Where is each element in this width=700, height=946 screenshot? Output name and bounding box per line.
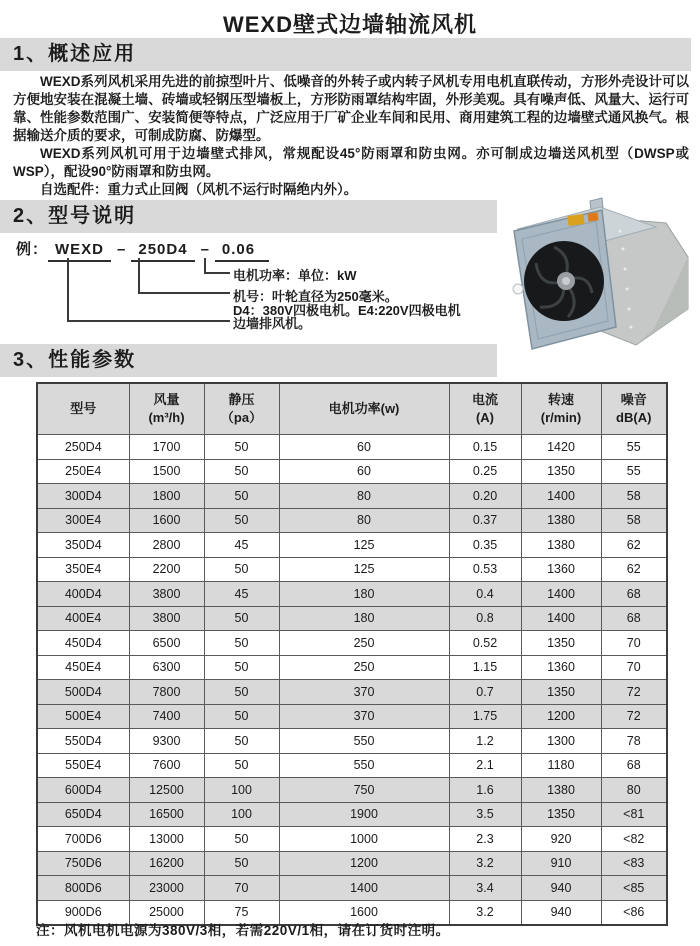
cell-model: 450E4 [37,655,129,680]
cell-airflow: 1700 [129,435,204,460]
table-header-cell: 风量 (m³/h) [129,383,204,435]
cell-pressure: 50 [204,606,279,631]
cell-current: 1.6 [449,778,521,803]
cell-model: 550E4 [37,753,129,778]
cell-airflow: 7800 [129,680,204,705]
cell-power: 125 [279,533,449,558]
cell-airflow: 3800 [129,606,204,631]
table-row [37,680,667,705]
model-example-prefix: 例： [16,241,49,258]
cell-model: 300E4 [37,508,129,533]
cell-current: 3.4 [449,876,521,901]
cell-airflow: 23000 [129,876,204,901]
table-row [37,459,667,484]
table-row [37,508,667,533]
table-row [37,606,667,631]
cell-pressure: 50 [204,851,279,876]
cell-noise: <83 [601,851,667,876]
cell-speed: 1380 [521,778,601,803]
cell-pressure: 70 [204,876,279,901]
cell-power: 1200 [279,851,449,876]
table-row [37,876,667,901]
cell-airflow: 9300 [129,729,204,754]
section-heading-overview [0,38,691,71]
cell-current: 2.1 [449,753,521,778]
cell-model: 250E4 [37,459,129,484]
cell-model: 600D4 [37,778,129,803]
cell-pressure: 50 [204,435,279,460]
cell-current: 1.75 [449,704,521,729]
cell-pressure: 50 [204,557,279,582]
model-label-size-line1: 机号：叶轮直径为250毫米。 [233,289,398,304]
cell-noise: 62 [601,557,667,582]
table-row [37,484,667,509]
cell-speed: 1400 [521,582,601,607]
section-heading-performance [0,344,497,377]
table-row [37,582,667,607]
cell-power: 250 [279,631,449,656]
table-row [37,435,667,460]
cell-current: 1.2 [449,729,521,754]
spec-table-head [37,383,667,435]
cell-pressure: 50 [204,508,279,533]
cell-speed: 1380 [521,533,601,558]
table-header-cell: 静压 （pa） [204,383,279,435]
cell-power: 80 [279,508,449,533]
cell-pressure: 50 [204,680,279,705]
cell-model: 400D4 [37,582,129,607]
cell-power: 80 [279,484,449,509]
cell-speed: 1400 [521,484,601,509]
cell-power: 125 [279,557,449,582]
cell-current: 0.37 [449,508,521,533]
cell-noise: <82 [601,827,667,852]
cell-pressure: 50 [204,753,279,778]
cell-speed: 1420 [521,435,601,460]
cell-current: 0.53 [449,557,521,582]
table-row [37,802,667,827]
cell-speed: 940 [521,876,601,901]
cell-model: 300D4 [37,484,129,509]
model-separator: – [200,241,209,258]
cell-airflow: 2200 [129,557,204,582]
page-title: WEXD壁式边墙轴流风机 [222,12,477,37]
cell-speed: 1350 [521,680,601,705]
spec-table [36,382,668,926]
cell-pressure: 50 [204,631,279,656]
cell-power: 60 [279,459,449,484]
cell-model: 900D6 [37,900,129,925]
cell-airflow: 6300 [129,655,204,680]
cell-noise: 55 [601,459,667,484]
cell-power: 370 [279,680,449,705]
cell-power: 750 [279,778,449,803]
cell-airflow: 1800 [129,484,204,509]
table-row [37,557,667,582]
cell-airflow: 7400 [129,704,204,729]
table-row [37,778,667,803]
cell-pressure: 50 [204,704,279,729]
cell-model: 500D4 [37,680,129,705]
cell-airflow: 2800 [129,533,204,558]
cell-noise: <85 [601,876,667,901]
fan-photo-illustration [504,197,692,355]
cell-speed: 1180 [521,753,601,778]
cell-model: 250D4 [37,435,129,460]
cell-power: 370 [279,704,449,729]
cell-airflow: 13000 [129,827,204,852]
section-heading-model-label: 2、型号说明 [13,205,137,227]
cell-speed: 1350 [521,631,601,656]
cell-pressure: 75 [204,900,279,925]
cell-power: 250 [279,655,449,680]
cell-noise: 68 [601,606,667,631]
product-photo [504,197,692,355]
model-label-size-line2: D4：380V四极电机。E4:220V四极电机 [233,303,461,318]
model-segment-series: WEXD [48,241,111,262]
cell-airflow: 12500 [129,778,204,803]
table-header-cell: 电流 (A) [449,383,521,435]
cell-current: 0.52 [449,631,521,656]
table-header-cell: 噪音 dB(A) [601,383,667,435]
cell-model: 800D6 [37,876,129,901]
cell-noise: 68 [601,753,667,778]
model-label-type: 边墙排风机。 [233,316,312,331]
cell-model: 650D4 [37,802,129,827]
overview-paragraph: WEXD系列风机采用先进的前掠型叶片、低噪音的外转子或内转子风机专用电机直联传动，方形外壳设计可以方便地安装在混凝土墙、砖墙或轻钢压型墙板上，方形防雨罩结构牢固，外形美观。具有噪声低、风量大、运行可靠、性能参数范围广、安装简便等特点，广泛应用于厂矿企业车间和民用、商用建筑工程的边墙壁式通风换气。根据输送介质的要求，可制成防腐、防爆型。 [13,74,689,143]
cell-current: 0.25 [449,459,521,484]
cell-current: 0.4 [449,582,521,607]
cell-speed: 1300 [521,729,601,754]
cell-power: 60 [279,435,449,460]
cell-power: 550 [279,729,449,754]
cell-noise: 55 [601,435,667,460]
cell-noise: 68 [601,582,667,607]
cell-noise: 80 [601,778,667,803]
overview-text-block [13,73,689,199]
connector-line-type [67,258,230,322]
table-row [37,631,667,656]
table-row [37,533,667,558]
cell-current: 1.15 [449,655,521,680]
table-header-cell: 型号 [37,383,129,435]
cell-pressure: 45 [204,582,279,607]
cell-airflow: 1600 [129,508,204,533]
overview-paragraph: 自选配件：重力式止回阀（风机不运行时隔绝内外）。 [40,182,358,197]
cell-current: 0.7 [449,680,521,705]
model-segment-size: 250D4 [131,241,194,262]
cell-pressure: 100 [204,802,279,827]
table-row [37,753,667,778]
footnote: 注：风机电机电源为380V/3相，若需220V/1相，请在订货时注明。 [36,923,450,938]
cell-noise: 58 [601,484,667,509]
cell-pressure: 50 [204,484,279,509]
cell-current: 0.35 [449,533,521,558]
cell-current: 0.20 [449,484,521,509]
cell-model: 450D4 [37,631,129,656]
cell-airflow: 3800 [129,582,204,607]
cell-power: 1600 [279,900,449,925]
cell-model: 500E4 [37,704,129,729]
cell-speed: 1200 [521,704,601,729]
model-separator: – [117,241,126,258]
cell-speed: 940 [521,900,601,925]
cell-power: 1000 [279,827,449,852]
cell-model: 350D4 [37,533,129,558]
cell-model: 700D6 [37,827,129,852]
model-nomenclature-diagram [0,236,500,340]
cell-model: 400E4 [37,606,129,631]
cell-noise: <86 [601,900,667,925]
cell-speed: 1350 [521,459,601,484]
cell-speed: 1380 [521,508,601,533]
cell-pressure: 45 [204,533,279,558]
cell-airflow: 6500 [129,631,204,656]
section-heading-model [0,200,497,233]
cell-power: 180 [279,606,449,631]
cell-current: 0.8 [449,606,521,631]
table-row [37,827,667,852]
table-row [37,851,667,876]
cell-airflow: 7600 [129,753,204,778]
cell-power: 180 [279,582,449,607]
cell-airflow: 1500 [129,459,204,484]
model-label-power: 电机功率：单位：kW [233,268,357,283]
cell-speed: 1350 [521,802,601,827]
table-header-cell: 电机功率(w) [279,383,449,435]
cell-noise: 70 [601,655,667,680]
table-header-cell: 转速 (r/min) [521,383,601,435]
cell-speed: 1360 [521,557,601,582]
cell-noise: <81 [601,802,667,827]
cell-noise: 62 [601,533,667,558]
cell-model: 550D4 [37,729,129,754]
cell-pressure: 50 [204,827,279,852]
model-segment-power: 0.06 [215,241,269,262]
cell-current: 3.2 [449,900,521,925]
cell-airflow: 25000 [129,900,204,925]
table-row [37,655,667,680]
table-row [37,704,667,729]
cell-current: 3.5 [449,802,521,827]
cell-noise: 72 [601,680,667,705]
cell-pressure: 50 [204,729,279,754]
spec-table-body [37,435,667,926]
cell-airflow: 16500 [129,802,204,827]
cell-power: 1900 [279,802,449,827]
cell-pressure: 50 [204,459,279,484]
cell-speed: 1400 [521,606,601,631]
cell-speed: 1360 [521,655,601,680]
cell-model: 750D6 [37,851,129,876]
cell-noise: 70 [601,631,667,656]
cell-pressure: 50 [204,655,279,680]
cell-noise: 58 [601,508,667,533]
overview-paragraph: WEXD系列风机可用于边墙壁式排风，常规配设45°防雨罩和防虫网。亦可制成边墙送风机型（DWSP或WSP），配设90°防雨罩和防虫网。 [13,146,689,179]
cell-power: 550 [279,753,449,778]
cell-model: 350E4 [37,557,129,582]
cell-pressure: 100 [204,778,279,803]
cell-current: 0.15 [449,435,521,460]
cell-airflow: 16200 [129,851,204,876]
cell-noise: 78 [601,729,667,754]
cell-speed: 910 [521,851,601,876]
table-row [37,729,667,754]
cell-current: 3.2 [449,851,521,876]
section-heading-overview-label: 1、概述应用 [13,43,137,65]
cell-power: 1400 [279,876,449,901]
cell-noise: 72 [601,704,667,729]
table-header-row [37,383,667,435]
cell-speed: 920 [521,827,601,852]
cell-current: 2.3 [449,827,521,852]
section-heading-performance-label: 3、性能参数 [13,349,137,371]
